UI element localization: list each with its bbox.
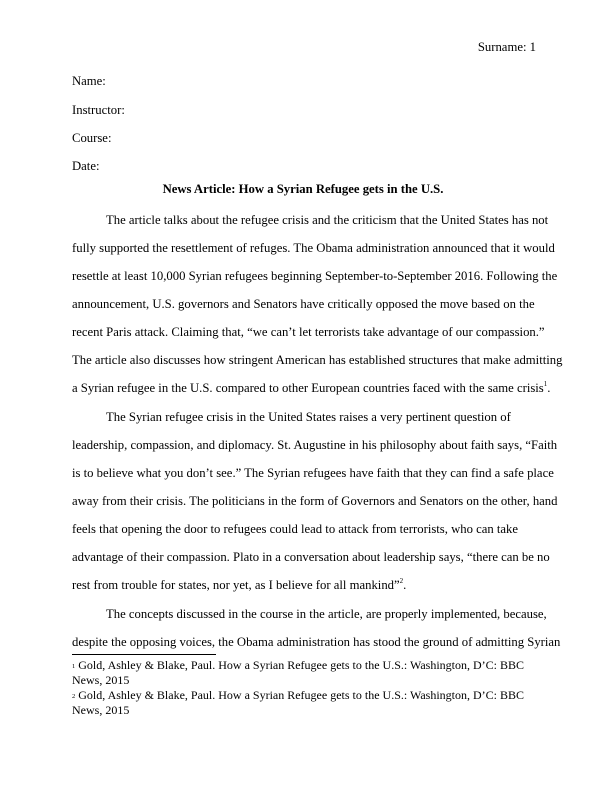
paragraph-1-end-text: .: [547, 381, 551, 395]
paragraph-2-line: advantage of their compassion. Plato in a conversation about leadership says, “there can be no: [72, 550, 550, 564]
footnote-1-mark: 1: [72, 663, 76, 670]
footnote-separator: [72, 654, 216, 655]
paragraph-2-line: is to believe what you don’t see.” The Syrian refugees have faith that they can find a safe place: [72, 466, 554, 480]
footnote-2: [72, 688, 524, 703]
paragraph-2-line: The Syrian refugee crisis in the United States raises a very pertinent question of: [106, 410, 511, 424]
paragraph-3-line: The concepts discussed in the course in the article, are properly implemented, because,: [106, 607, 547, 621]
paragraph-1-line: fully supported the resettlement of refuges. The Obama administration announced that it would: [72, 241, 555, 255]
date-line: Date:: [72, 159, 100, 173]
document-title: News Article: How a Syrian Refugee gets in the U.S.: [162, 182, 444, 196]
endnote-ref-2[interactable]: 2: [399, 577, 404, 585]
name-line: Name:: [72, 74, 106, 88]
running-head: Surname: 1: [477, 40, 536, 54]
paragraph-2-line: feels that opening the door to refugees could lead to attack from terrorists, who can take: [72, 522, 519, 536]
course-line: Course:: [72, 131, 112, 145]
paragraph-1-line: The article also discusses how stringent American has established structures that make admitting: [72, 353, 563, 367]
paragraph-2-line-text: rest from trouble for states, nor yet, as I believe for all mankind”: [72, 578, 400, 592]
footnote-2-mark: 2: [72, 693, 76, 700]
paragraph-1-line: The article talks about the refugee crisis and the criticism that the United States has not: [106, 213, 549, 227]
paragraph-1-last-line: [72, 382, 550, 395]
footnote-2-text: Gold, Ashley & Blake, Paul. How a Syrian Refugee gets to the U.S.: Washington, D’C: BBC: [75, 688, 525, 702]
paragraph-1-line: recent Paris attack. Claiming that, “we can’t let terrorists take advantage of our compassion.”: [72, 325, 545, 339]
instructor-line: Instructor:: [72, 103, 125, 117]
footnote-2-cont: News, 2015: [72, 703, 130, 717]
paragraph-1-line-text: a Syrian refugee in the U.S. compared to other European countries faced with the same crisis: [72, 381, 544, 395]
paragraph-2-line: away from their crisis. The politicians in the form of Governors and Senators on the other, hand: [72, 494, 558, 508]
paragraph-2-line: leadership, compassion, and diplomacy. St. Augustine in his philosophy about faith says, “Faith: [72, 438, 558, 452]
paragraph-1-line: announcement, U.S. governors and Senators have critically opposed the move based on the: [72, 297, 535, 311]
footnote-1-text: Gold, Ashley & Blake, Paul. How a Syrian Refugee gets to the U.S.: Washington, D’C: BBC: [75, 658, 525, 672]
footnote-1-cont: News, 2015: [72, 673, 130, 687]
paragraph-2-end-text: .: [403, 578, 407, 592]
paragraph-1-line: resettle at least 10,000 Syrian refugees beginning September-to-September 2016. Following the: [72, 269, 558, 283]
paragraph-3-line: despite the opposing voices, the Obama administration has stood the ground of admitting Syrian: [72, 635, 561, 649]
paragraph-2-last-line: [72, 579, 406, 592]
endnote-ref-1[interactable]: 1: [543, 380, 548, 388]
footnote-1: [72, 658, 524, 673]
